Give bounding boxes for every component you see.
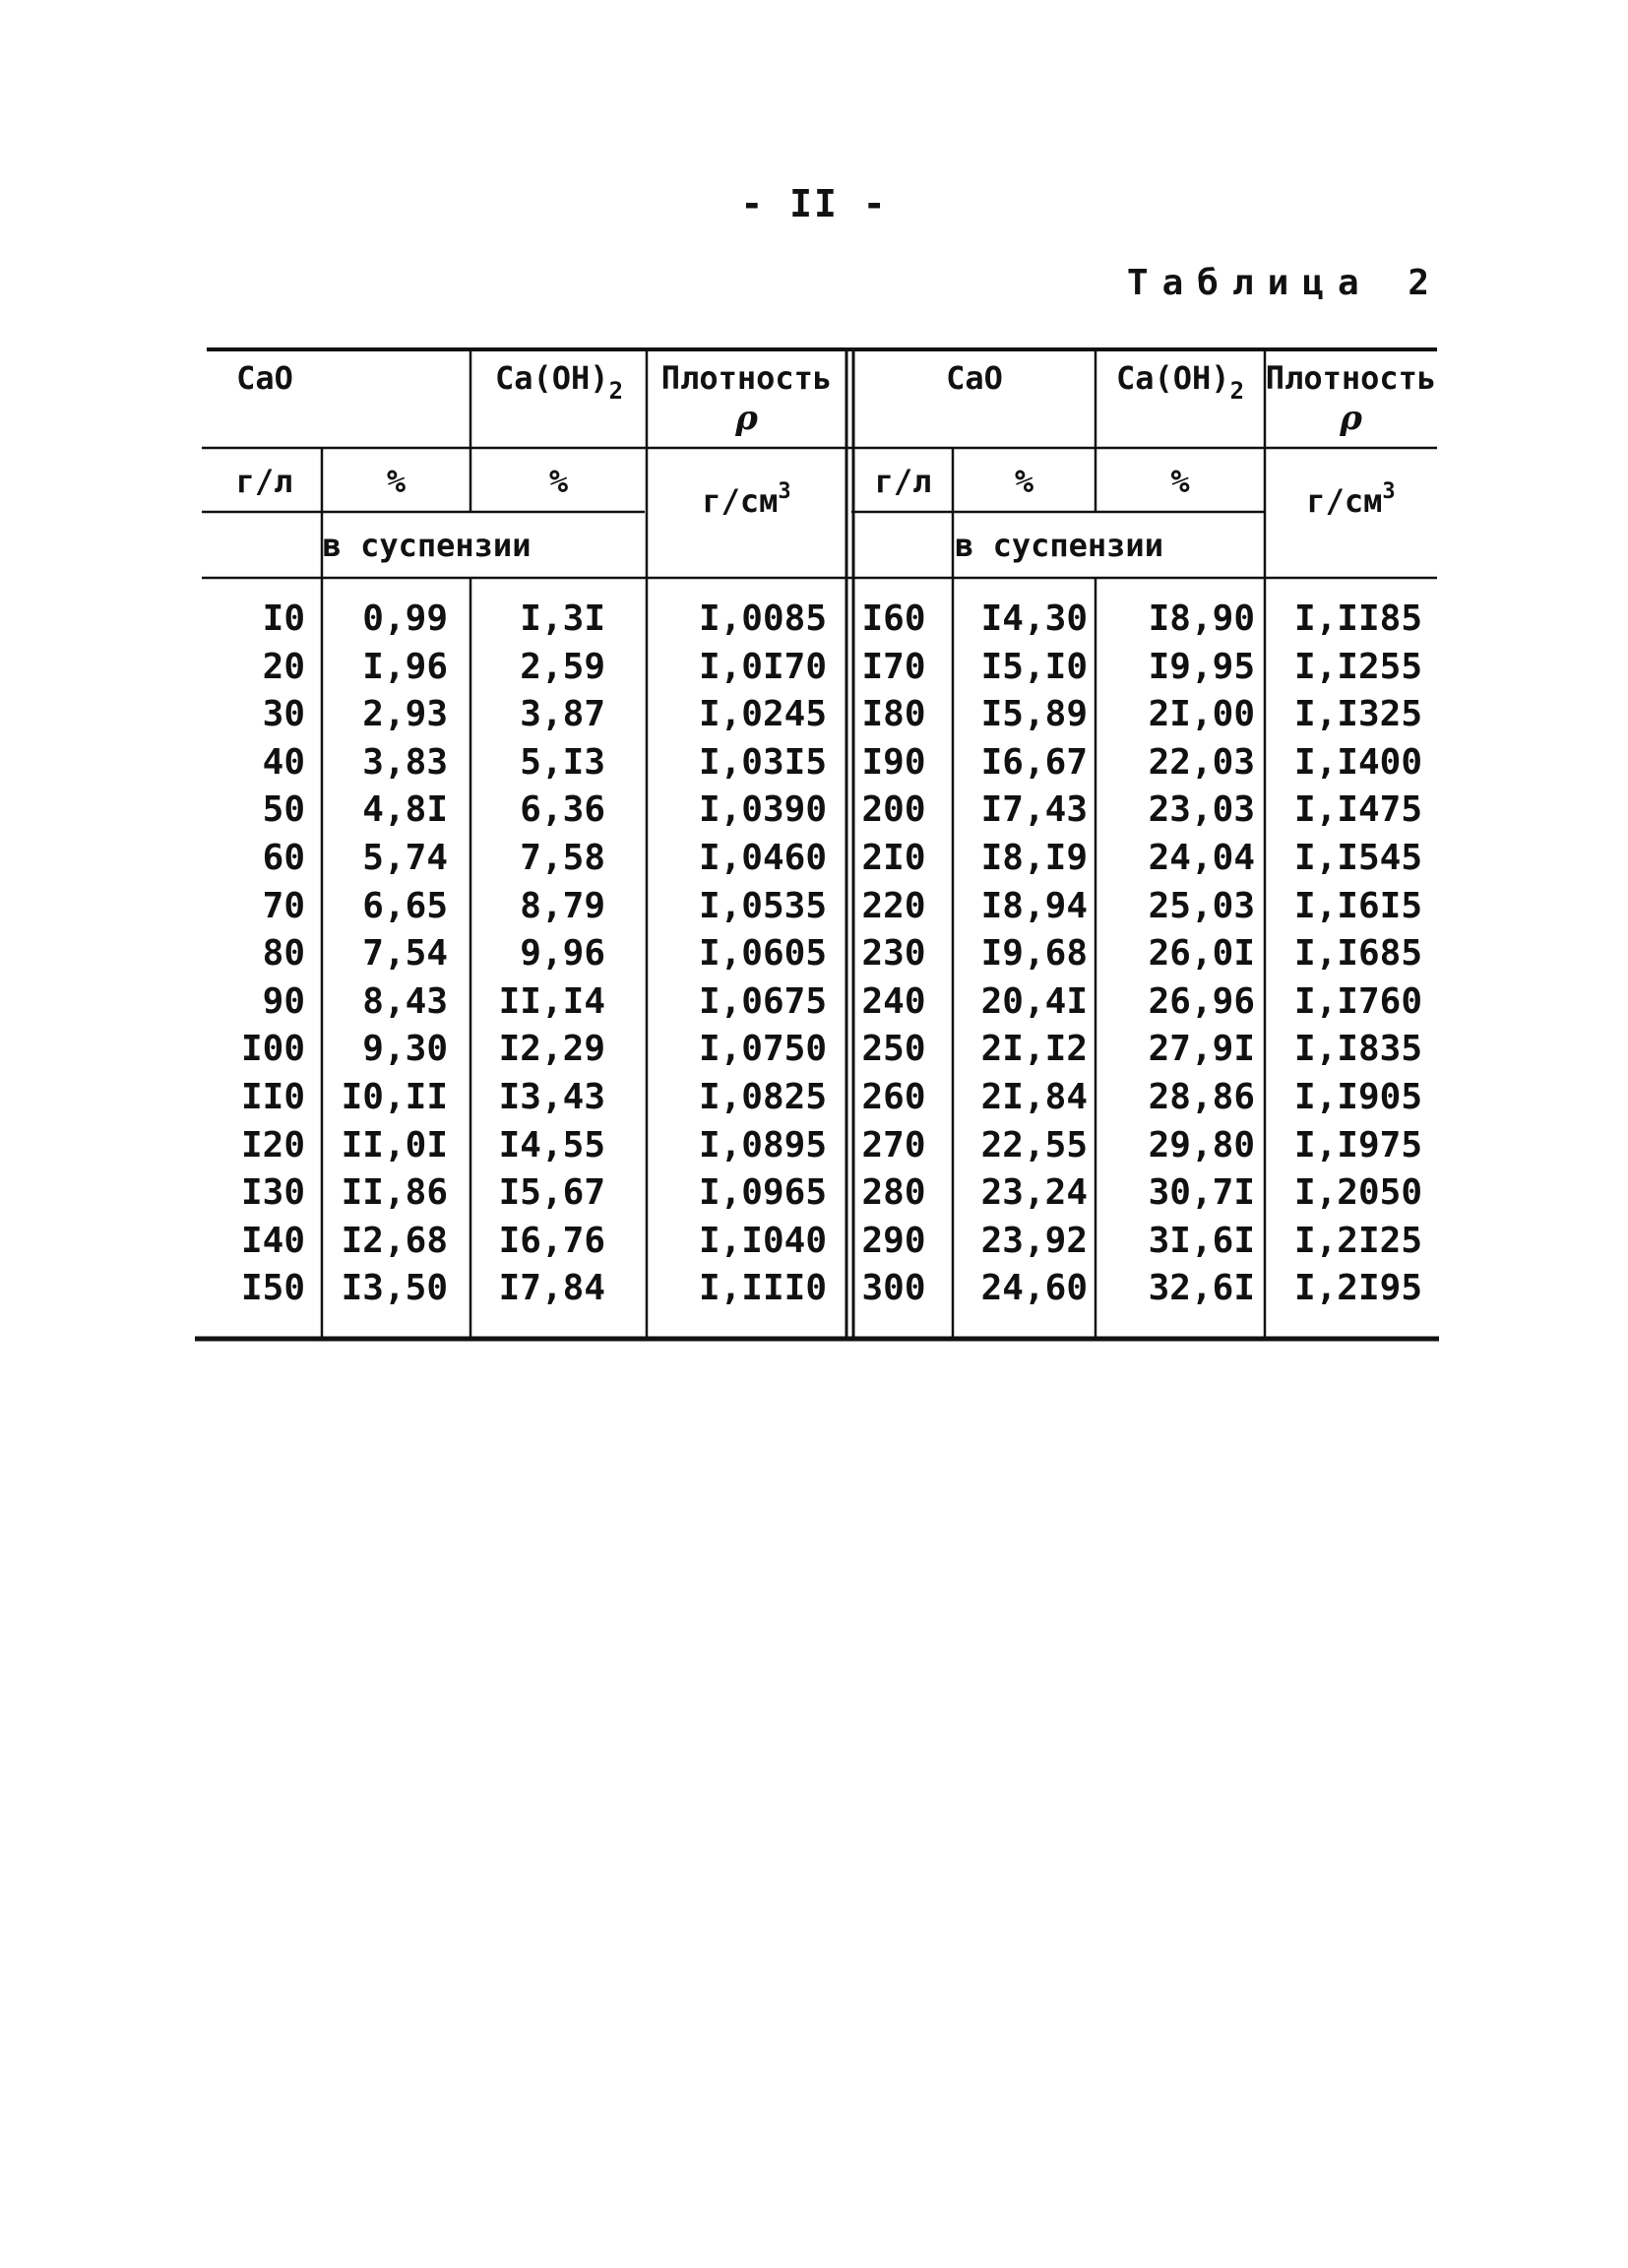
table-cell-left-caoh2-pct: I5,67 xyxy=(498,1172,605,1214)
header-right-unit-pct-cao: % xyxy=(1014,463,1034,500)
table-cell-right-cao-gl: 280 xyxy=(861,1172,926,1214)
table-cell-right-cao-pct: I6,67 xyxy=(980,741,1088,783)
header-right-unit-gl: г/л xyxy=(874,463,932,500)
table-cell-left-cao-gl: 50 xyxy=(262,789,305,831)
table-cell-right-cao-gl: 300 xyxy=(861,1268,926,1309)
header-right-caoh2-sub: 2 xyxy=(1229,377,1245,405)
table-cell-right-cao-gl: 260 xyxy=(861,1077,926,1117)
table-cell-right-density: I,I545 xyxy=(1293,838,1422,878)
table-cell-right-cao-gl: I90 xyxy=(861,741,926,783)
table-cell-left-cao-gl: I0 xyxy=(262,598,305,639)
table-cell-left-density: I,III0 xyxy=(698,1268,827,1309)
page-number: - II - xyxy=(740,182,888,225)
table-cell-right-caoh2-pct: 2I,00 xyxy=(1148,694,1255,735)
header-left-unit-density-sup: 3 xyxy=(778,479,791,504)
table-cell-left-cao-pct: 2,93 xyxy=(362,694,448,735)
table-cell-left-density: I,0825 xyxy=(698,1077,827,1117)
table-cell-left-caoh2-pct: I3,43 xyxy=(498,1077,605,1117)
table-cell-left-cao-pct: I2,68 xyxy=(341,1220,448,1261)
table-cell-right-cao-pct: 23,24 xyxy=(980,1172,1088,1214)
table-cell-left-density: I,0965 xyxy=(698,1172,827,1214)
table-cell-right-cao-pct: I5,89 xyxy=(980,694,1088,735)
header-left-rho: ρ xyxy=(735,399,758,438)
table-cell-right-caoh2-pct: 28,86 xyxy=(1148,1077,1255,1117)
table-cell-right-density: I,II85 xyxy=(1293,598,1422,639)
table-cell-right-density: I,I975 xyxy=(1293,1124,1422,1166)
header-right-unit-density-base: г/см xyxy=(1306,482,1383,520)
table-cell-left-cao-pct: 0,99 xyxy=(362,598,448,639)
table-cell-right-cao-pct: I9,68 xyxy=(980,933,1088,975)
table-cell-right-cao-gl: 250 xyxy=(861,1029,926,1070)
table-cell-right-cao-gl: I70 xyxy=(861,646,926,687)
table-cell-right-density: I,I325 xyxy=(1293,694,1422,735)
table-cell-right-caoh2-pct: 22,03 xyxy=(1148,741,1255,783)
table-cell-left-caoh2-pct: 6,36 xyxy=(520,789,605,831)
table-cell-right-caoh2-pct: I9,95 xyxy=(1148,646,1255,687)
table-cell-left-cao-pct: 6,65 xyxy=(362,885,448,926)
table-cell-right-cao-pct: 2I,I2 xyxy=(980,1029,1088,1070)
table-caption: Таблица 2 xyxy=(1126,263,1443,303)
table-cell-left-cao-pct: 4,8I xyxy=(362,789,448,831)
table-cell-right-caoh2-pct: 25,03 xyxy=(1148,885,1255,926)
table-cell-left-cao-pct: 5,74 xyxy=(362,838,448,878)
table-cell-right-cao-pct: 23,92 xyxy=(980,1220,1088,1261)
table-cell-left-density: I,0535 xyxy=(698,885,827,926)
table-cell-right-cao-gl: 270 xyxy=(861,1124,926,1166)
table-cell-right-cao-gl: I60 xyxy=(861,598,926,639)
table-cell-right-density: I,I400 xyxy=(1293,741,1422,783)
table-cell-left-caoh2-pct: I,3I xyxy=(520,598,605,639)
table-cell-right-cao-gl: I80 xyxy=(861,694,926,735)
table-cell-right-density: I,2050 xyxy=(1293,1172,1422,1214)
table-cell-left-cao-gl: 30 xyxy=(262,694,305,735)
table-cell-right-caoh2-pct: 24,04 xyxy=(1148,838,1255,878)
header-right-density-label: Плотность xyxy=(1265,359,1437,397)
table-cell-left-cao-gl: 90 xyxy=(262,980,305,1022)
table-cell-left-caoh2-pct: I6,76 xyxy=(498,1220,605,1261)
table-cell-left-caoh2-pct: 7,58 xyxy=(520,838,605,878)
table-cell-left-cao-gl: 20 xyxy=(262,646,305,687)
table-cell-left-density: I,0675 xyxy=(698,980,827,1022)
table-cell-left-cao-gl: I40 xyxy=(240,1220,305,1261)
table-cell-left-caoh2-pct: I7,84 xyxy=(498,1268,605,1309)
table-cell-left-cao-gl: 60 xyxy=(262,838,305,878)
header-right-rho: ρ xyxy=(1340,399,1362,438)
table-cell-left-cao-pct: I0,II xyxy=(341,1077,448,1117)
table-cell-right-cao-pct: 22,55 xyxy=(980,1124,1088,1166)
header-right-unit-pct-caoh2: % xyxy=(1170,463,1190,500)
table-cell-right-caoh2-pct: 23,03 xyxy=(1148,789,1255,831)
header-left-density-label: Плотность xyxy=(660,359,833,397)
table-cell-right-density: I,I905 xyxy=(1293,1077,1422,1117)
table-cell-left-caoh2-pct: II,I4 xyxy=(498,980,605,1022)
table-cell-right-cao-gl: 240 xyxy=(861,980,926,1022)
header-left-unit-density xyxy=(647,479,846,520)
table-cell-left-density: I,0460 xyxy=(698,838,827,878)
table-cell-left-cao-gl: I50 xyxy=(240,1268,305,1309)
table-cell-right-caoh2-pct: 29,80 xyxy=(1148,1124,1255,1166)
table-cell-right-caoh2-pct: 26,0I xyxy=(1148,933,1255,975)
header-left-caoh2-sub: 2 xyxy=(608,377,624,405)
header-right-unit-density-sup: 3 xyxy=(1382,479,1396,504)
table-cell-left-cao-pct: 9,30 xyxy=(362,1029,448,1070)
header-right-unit-density xyxy=(1265,479,1437,520)
table-cell-right-caoh2-pct: 27,9I xyxy=(1148,1029,1255,1070)
table-cell-right-cao-pct: 24,60 xyxy=(980,1268,1088,1309)
table-cell-right-cao-pct: I4,30 xyxy=(980,598,1088,639)
header-left-density xyxy=(647,359,846,438)
header-left-unit-density-base: г/см xyxy=(702,482,779,520)
table-cell-right-density: I,I255 xyxy=(1293,646,1422,687)
table-cell-right-cao-pct: I8,94 xyxy=(980,885,1088,926)
header-left-unit-pct-caoh2: % xyxy=(548,463,569,500)
table-cell-left-caoh2-pct: 5,I3 xyxy=(520,741,605,783)
table-cell-left-density: I,0085 xyxy=(698,598,827,639)
table-cell-right-cao-pct: 2I,84 xyxy=(980,1077,1088,1117)
table-cell-right-caoh2-pct: 32,6I xyxy=(1148,1268,1255,1309)
table-cell-right-caoh2-pct: I8,90 xyxy=(1148,598,1255,639)
table-cell-right-cao-pct: I5,I0 xyxy=(980,646,1088,687)
table-cell-right-caoh2-pct: 30,7I xyxy=(1148,1172,1255,1214)
table-cell-left-cao-pct: II,0I xyxy=(341,1124,448,1166)
table-cell-left-density: I,0605 xyxy=(698,933,827,975)
table-cell-left-cao-pct: 3,83 xyxy=(362,741,448,783)
header-left-cao: CaO xyxy=(236,359,293,397)
table-cell-left-cao-gl: I30 xyxy=(240,1172,305,1214)
header-left-caoh2 xyxy=(470,359,648,405)
header-left-unit-pct-cao: % xyxy=(386,463,407,500)
table-cell-right-cao-pct: I7,43 xyxy=(980,789,1088,831)
table-cell-left-cao-pct: I3,50 xyxy=(341,1268,448,1309)
table-cell-right-density: I,I835 xyxy=(1293,1029,1422,1070)
table-cell-left-caoh2-pct: I4,55 xyxy=(498,1124,605,1166)
table-cell-right-cao-gl: 230 xyxy=(861,933,926,975)
header-right-caoh2 xyxy=(1096,359,1265,405)
table-cell-left-cao-pct: II,86 xyxy=(341,1172,448,1214)
table-cell-right-density: I,I475 xyxy=(1293,789,1422,831)
table-cell-left-density: I,0I70 xyxy=(698,646,827,687)
table-cell-right-caoh2-pct: 26,96 xyxy=(1148,980,1255,1022)
table-cell-right-cao-gl: 200 xyxy=(861,789,926,831)
table-cell-left-density: I,0895 xyxy=(698,1124,827,1166)
table-cell-left-caoh2-pct: I2,29 xyxy=(498,1029,605,1070)
table-cell-right-caoh2-pct: 3I,6I xyxy=(1148,1220,1255,1261)
table-cell-left-cao-gl: I20 xyxy=(240,1124,305,1166)
table-cell-left-density: I,0750 xyxy=(698,1029,827,1070)
table-cell-left-cao-gl: 80 xyxy=(262,933,305,975)
table-cell-right-density: I,I685 xyxy=(1293,933,1422,975)
table-cell-left-density: I,0245 xyxy=(698,694,827,735)
header-left-suspension: в суспензии xyxy=(322,527,532,564)
table-cell-right-cao-gl: 220 xyxy=(861,885,926,926)
header-left-caoh2-base: Ca(OH) xyxy=(494,359,609,397)
header-right-suspension: в суспензии xyxy=(955,527,1163,564)
table-cell-right-cao-gl: 2I0 xyxy=(861,838,926,878)
table-cell-left-cao-pct: I,96 xyxy=(362,646,448,687)
table-cell-left-caoh2-pct: 9,96 xyxy=(520,933,605,975)
table-cell-left-cao-gl: 70 xyxy=(262,885,305,926)
header-right-density xyxy=(1265,359,1437,438)
table-cell-left-density: I,0390 xyxy=(698,789,827,831)
table-cell-left-cao-gl: I00 xyxy=(240,1029,305,1070)
table-cell-left-caoh2-pct: 3,87 xyxy=(520,694,605,735)
table-cell-right-density: I,2I95 xyxy=(1293,1268,1422,1309)
table-cell-right-density: I,I760 xyxy=(1293,980,1422,1022)
table-cell-right-density: I,I6I5 xyxy=(1293,885,1422,926)
table-cell-left-cao-pct: 7,54 xyxy=(362,933,448,975)
table-cell-right-cao-pct: I8,I9 xyxy=(980,838,1088,878)
table-cell-right-cao-gl: 290 xyxy=(861,1220,926,1261)
table-cell-left-caoh2-pct: 8,79 xyxy=(520,885,605,926)
table-cell-left-cao-gl: 40 xyxy=(262,741,305,783)
header-right-caoh2-base: Ca(OH) xyxy=(1115,359,1230,397)
table-cell-left-density: I,03I5 xyxy=(698,741,827,783)
table-cell-left-density: I,I040 xyxy=(698,1220,827,1261)
table-cell-right-cao-pct: 20,4I xyxy=(980,980,1088,1022)
table-cell-left-caoh2-pct: 2,59 xyxy=(520,646,605,687)
header-left-unit-gl: г/л xyxy=(235,463,293,500)
table-cell-right-density: I,2I25 xyxy=(1293,1220,1422,1261)
table-cell-left-cao-gl: II0 xyxy=(240,1077,305,1117)
header-right-cao: CaO xyxy=(946,359,1003,397)
table-cell-left-cao-pct: 8,43 xyxy=(362,980,448,1022)
